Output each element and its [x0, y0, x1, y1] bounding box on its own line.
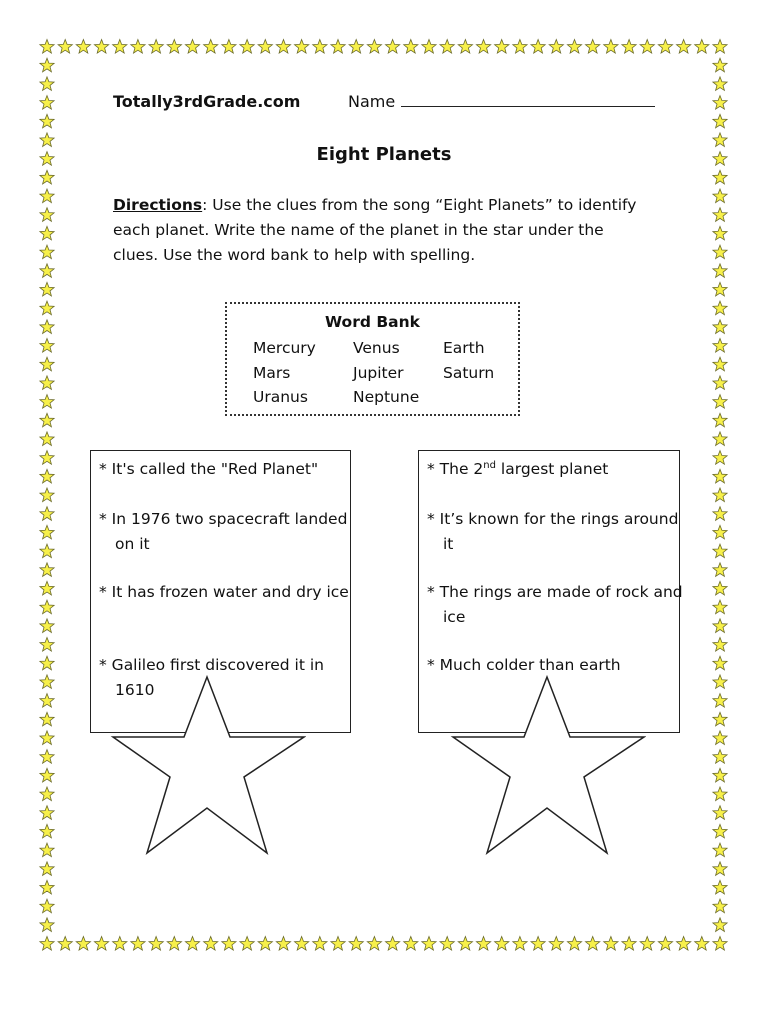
- border-star-icon: [513, 937, 527, 951]
- border-star-icon: [131, 40, 145, 54]
- border-star-icon: [40, 750, 54, 764]
- border-star-icon: [713, 525, 727, 539]
- border-star-icon: [40, 469, 54, 483]
- border-star-icon: [258, 937, 272, 951]
- border-star-icon: [713, 339, 727, 353]
- word-bank-item: Mercury: [253, 339, 316, 357]
- border-star-icon: [40, 395, 54, 409]
- border-star-icon: [40, 432, 54, 446]
- border-star-icon: [713, 282, 727, 296]
- border-star-icon: [713, 600, 727, 614]
- clue-item: * It’s known for the rings around it: [427, 510, 679, 553]
- border-star-icon: [713, 413, 727, 427]
- border-star-icon: [440, 937, 454, 951]
- border-star-icon: [40, 544, 54, 558]
- border-star-icon: [713, 357, 727, 371]
- border-star-icon: [40, 77, 54, 91]
- border-star-icon: [331, 40, 345, 54]
- border-star-icon: [495, 40, 509, 54]
- clue-item: * The 2nd largest planet: [427, 459, 609, 478]
- border-star-icon: [40, 880, 54, 894]
- border-star-icon: [422, 40, 436, 54]
- border-star-icon: [40, 581, 54, 595]
- border-star-icon: [40, 264, 54, 278]
- border-star-icon: [713, 787, 727, 801]
- border-star-icon: [658, 937, 672, 951]
- name-field[interactable]: [348, 92, 655, 111]
- border-star-icon: [40, 208, 54, 222]
- name-label: Name: [348, 92, 396, 111]
- border-star-icon: [713, 264, 727, 278]
- border-star-icon: [713, 563, 727, 577]
- border-star-icon: [713, 77, 727, 91]
- border-star-icon: [295, 937, 309, 951]
- border-star-icon: [40, 600, 54, 614]
- border-star-icon: [476, 40, 490, 54]
- border-star-icon: [40, 413, 54, 427]
- border-star-icon: [713, 395, 727, 409]
- answer-star-left[interactable]: [110, 675, 306, 855]
- border-star-icon: [204, 40, 218, 54]
- border-star-icon: [76, 937, 90, 951]
- answer-star-right[interactable]: [450, 675, 646, 855]
- border-star-icon: [295, 40, 309, 54]
- border-star-icon: [458, 40, 472, 54]
- border-star-icon: [40, 40, 54, 54]
- border-star-icon: [713, 937, 727, 951]
- border-star-icon: [40, 787, 54, 801]
- clue-item: * Much colder than earth: [427, 656, 621, 674]
- border-star-icon: [458, 937, 472, 951]
- border-star-icon: [658, 40, 672, 54]
- border-star-icon: [240, 40, 254, 54]
- border-star-icon: [167, 40, 181, 54]
- border-star-icon: [713, 638, 727, 652]
- word-bank-item: Venus: [353, 339, 400, 357]
- border-star-icon: [713, 750, 727, 764]
- word-bank-item: Earth: [443, 339, 485, 357]
- border-star-icon: [713, 806, 727, 820]
- border-star-icon: [695, 937, 709, 951]
- border-star-icon: [713, 432, 727, 446]
- border-star-icon: [713, 768, 727, 782]
- border-star-icon: [40, 245, 54, 259]
- border-star-icon: [713, 581, 727, 595]
- border-star-icon: [604, 937, 618, 951]
- border-star-icon: [677, 937, 691, 951]
- border-star-icon: [713, 114, 727, 128]
- border-star-icon: [222, 40, 236, 54]
- border-star-icon: [40, 320, 54, 334]
- border-star-icon: [40, 899, 54, 913]
- border-star-icon: [40, 712, 54, 726]
- border-star-icon: [276, 40, 290, 54]
- border-star-icon: [713, 301, 727, 315]
- border-star-icon: [40, 114, 54, 128]
- border-star-icon: [113, 937, 127, 951]
- border-star-icon: [476, 937, 490, 951]
- clue-item: * It has frozen water and dry ice: [99, 583, 349, 601]
- border-star-icon: [40, 843, 54, 857]
- border-star-icon: [222, 937, 236, 951]
- border-star-icon: [276, 937, 290, 951]
- border-star-icon: [40, 694, 54, 708]
- directions-text: : Use the clues from the song “Eight Planets” to identify each planet. Write the name of the planet in the star under the clues. Use the word bank to help with spelling.: [113, 196, 637, 264]
- border-star-icon: [40, 731, 54, 745]
- word-bank-list: [253, 337, 513, 409]
- border-star-icon: [367, 40, 381, 54]
- border-star-icon: [40, 563, 54, 577]
- border-star-icon: [76, 40, 90, 54]
- border-star-icon: [40, 638, 54, 652]
- border-star-icon: [713, 824, 727, 838]
- border-star-icon: [677, 40, 691, 54]
- border-star-icon: [386, 937, 400, 951]
- border-star-icon: [40, 806, 54, 820]
- border-star-icon: [204, 937, 218, 951]
- border-star-icon: [40, 656, 54, 670]
- border-star-icon: [713, 488, 727, 502]
- border-star-icon: [513, 40, 527, 54]
- border-star-icon: [313, 40, 327, 54]
- border-star-icon: [531, 937, 545, 951]
- border-star-icon: [567, 40, 581, 54]
- site-name: Totally3rdGrade.com: [113, 92, 301, 111]
- border-star-icon: [713, 170, 727, 184]
- name-line[interactable]: [401, 92, 655, 107]
- clue-item: * It's called the "Red Planet": [99, 460, 319, 478]
- border-star-icon: [713, 731, 727, 745]
- border-star-icon: [40, 339, 54, 353]
- border-star-icon: [404, 937, 418, 951]
- border-star-icon: [149, 937, 163, 951]
- border-star-icon: [713, 675, 727, 689]
- border-star-icon: [40, 96, 54, 110]
- border-star-icon: [40, 824, 54, 838]
- border-star-icon: [94, 40, 108, 54]
- border-star-icon: [40, 918, 54, 932]
- border-star-icon: [567, 937, 581, 951]
- border-star-icon: [549, 40, 563, 54]
- border-star-icon: [386, 40, 400, 54]
- border-star-icon: [185, 40, 199, 54]
- border-star-icon: [40, 675, 54, 689]
- border-star-icon: [349, 40, 363, 54]
- border-star-icon: [713, 451, 727, 465]
- border-star-icon: [713, 208, 727, 222]
- border-star-icon: [713, 619, 727, 633]
- border-star-icon: [604, 40, 618, 54]
- border-star-icon: [713, 899, 727, 913]
- border-star-icon: [549, 937, 563, 951]
- word-bank-item: Neptune: [353, 388, 420, 406]
- border-star-icon: [40, 619, 54, 633]
- border-star-icon: [495, 937, 509, 951]
- border-star-icon: [622, 40, 636, 54]
- border-star-icon: [713, 96, 727, 110]
- border-star-icon: [440, 40, 454, 54]
- border-star-icon: [695, 40, 709, 54]
- border-star-icon: [167, 937, 181, 951]
- border-star-icon: [240, 937, 254, 951]
- border-star-icon: [40, 58, 54, 72]
- border-star-icon: [713, 189, 727, 203]
- word-bank-title: Word Bank: [325, 313, 420, 331]
- border-star-icon: [622, 937, 636, 951]
- border-star-icon: [422, 937, 436, 951]
- border-star-icon: [640, 937, 654, 951]
- border-star-icon: [40, 376, 54, 390]
- border-star-icon: [367, 937, 381, 951]
- border-star-icon: [258, 40, 272, 54]
- border-star-icon: [40, 451, 54, 465]
- border-star-icon: [713, 862, 727, 876]
- border-star-icon: [40, 507, 54, 521]
- border-star-icon: [313, 937, 327, 951]
- word-bank: [225, 302, 520, 416]
- border-star-icon: [713, 918, 727, 932]
- border-star-icon: [40, 301, 54, 315]
- border-star-icon: [713, 843, 727, 857]
- border-star-icon: [713, 376, 727, 390]
- border-star-icon: [713, 320, 727, 334]
- border-star-icon: [185, 937, 199, 951]
- border-star-icon: [40, 768, 54, 782]
- word-bank-item: Jupiter: [353, 363, 404, 382]
- border-star-icon: [586, 937, 600, 951]
- border-star-icon: [40, 937, 54, 951]
- border-star-icon: [586, 40, 600, 54]
- border-star-icon: [331, 937, 345, 951]
- border-star-icon: [149, 40, 163, 54]
- border-star-icon: [131, 937, 145, 951]
- border-star-icon: [713, 469, 727, 483]
- directions: [113, 193, 653, 268]
- border-star-icon: [713, 40, 727, 54]
- word-bank-item: Mars: [253, 363, 291, 382]
- border-star-icon: [713, 58, 727, 72]
- border-star-icon: [349, 937, 363, 951]
- border-star-icon: [713, 245, 727, 259]
- border-star-icon: [40, 357, 54, 371]
- clue-item: * The rings are made of rock and ice: [427, 583, 683, 626]
- word-bank-item: Uranus: [253, 388, 308, 406]
- word-bank-item: Saturn: [443, 363, 495, 382]
- border-star-icon: [58, 937, 72, 951]
- border-star-icon: [404, 40, 418, 54]
- border-star-icon: [94, 937, 108, 951]
- border-star-icon: [640, 40, 654, 54]
- border-star-icon: [713, 694, 727, 708]
- border-star-icon: [713, 544, 727, 558]
- border-star-icon: [40, 282, 54, 296]
- border-star-icon: [113, 40, 127, 54]
- border-star-icon: [40, 226, 54, 240]
- clue-item: * Galileo first discovered it in 1610: [99, 656, 324, 699]
- border-star-icon: [713, 656, 727, 670]
- border-star-icon: [40, 525, 54, 539]
- border-star-icon: [713, 507, 727, 521]
- border-star-icon: [40, 170, 54, 184]
- border-star-icon: [40, 488, 54, 502]
- border-star-icon: [713, 712, 727, 726]
- border-star-icon: [713, 880, 727, 894]
- border-star-icon: [531, 40, 545, 54]
- page-title: Eight Planets: [316, 144, 452, 165]
- border-star-icon: [58, 40, 72, 54]
- directions-label: Directions: [113, 196, 203, 214]
- border-star-icon: [40, 189, 54, 203]
- border-star-icon: [713, 226, 727, 240]
- border-star-icon: [40, 862, 54, 876]
- clue-item: * In 1976 two spacecraft landed on it: [99, 510, 348, 553]
